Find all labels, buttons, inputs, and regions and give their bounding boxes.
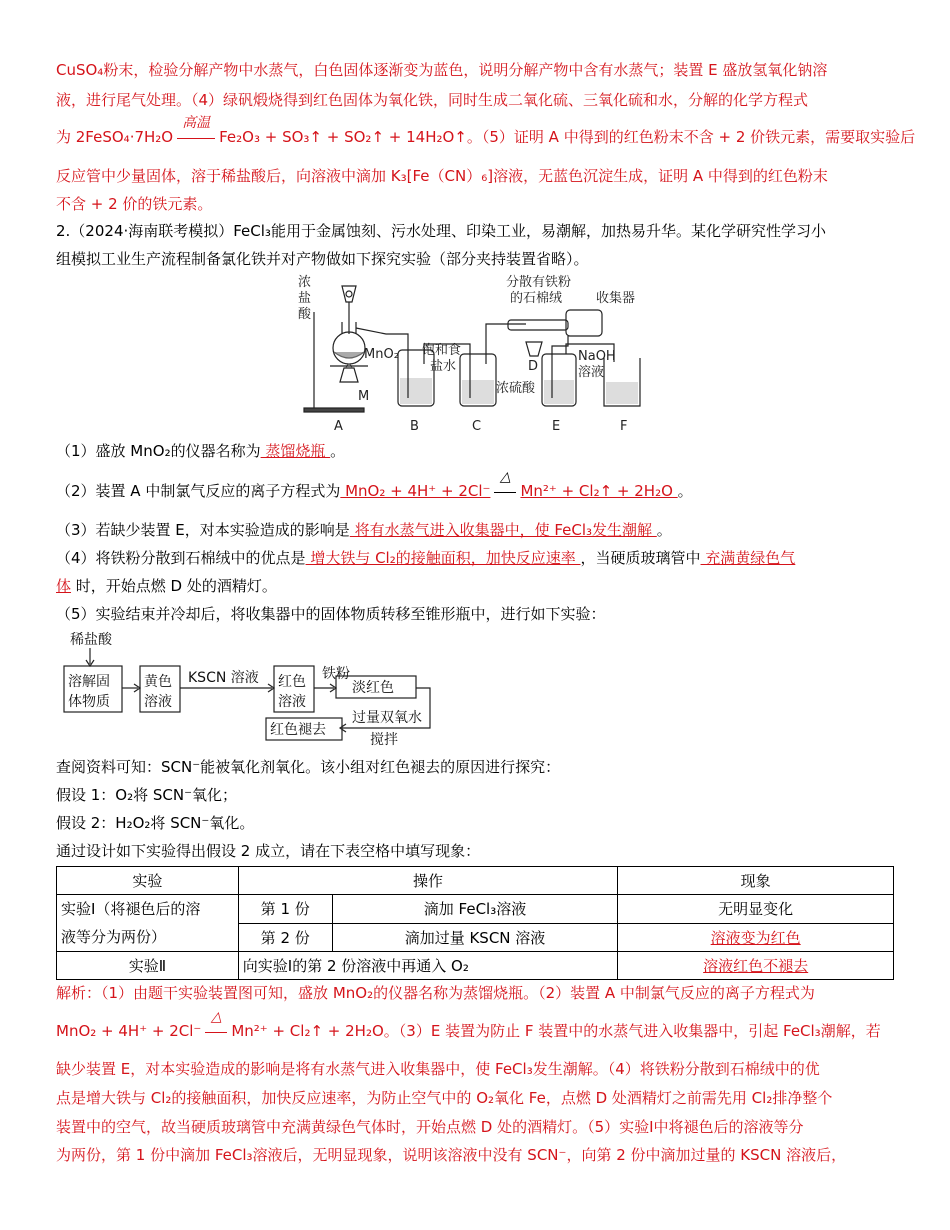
label-d: D: [528, 359, 539, 374]
analysis-line-4: 点是增大铁与 Cl₂的接触面积，加快反应速率，为防止空气中的 O₂氧化 Fe，点燃 D 处酒精灯之前需先用 Cl₂排净整个: [56, 1089, 833, 1107]
header-experiment: 实验: [57, 867, 239, 895]
answer-blank-1: 蒸馏烧瓶: [260, 442, 331, 460]
experiment-table: [56, 866, 894, 980]
label-f: F: [620, 419, 628, 434]
flow-hcl: 稀盐酸: [70, 632, 112, 648]
label-sat-brine-1: 饱和食: [422, 343, 462, 358]
prev-answer-line-1: CuSO₄粉末，检验分解产物中水蒸气，白色固体逐渐变为蓝色，说明分解产物中含有水蒸气；装置 E 盛放氢氧化钠溶: [56, 61, 828, 79]
label-e: E: [552, 419, 561, 434]
label-c: C: [472, 419, 482, 434]
sub-question-4: （4）将铁粉分散到石棉绒中的优点是 增大铁与 Cl₂的接触面积，加快反应速率 ，当硬质玻璃管中 充满黄绿色气: [56, 549, 796, 567]
label-naoh-1: NaOH: [578, 349, 616, 364]
hypothesis-2: 假设 2：H₂O₂将 SCN⁻氧化。: [56, 814, 255, 832]
flow-stir: 搅拌: [370, 732, 398, 748]
equation-reactant: 为 2FeSO₄·7H₂O: [56, 128, 174, 146]
label-conc-hcl-2: 盐: [298, 291, 312, 306]
answer-blank-4b-cont: 体: [56, 577, 72, 595]
flow-kscn: KSCN 溶液: [188, 670, 259, 686]
prev-answer-line-5: 不含 + 2 价的铁元素。: [56, 195, 213, 213]
prev-answer-line-4: 反应管中少量固体，溶于稀盐酸后，向溶液中滴加 K₃[Fe（CN）₆]溶液，无蓝色沉淀生成，证明 A 中得到的红色粉末: [56, 167, 828, 185]
flow-box2-1: 黄色: [144, 674, 172, 690]
analysis-line-5: 装置中的空气，故当硬质玻璃管中充满黄绿色气体时，开始点燃 D 处的酒精灯。（5）实验Ⅰ中将褪色后的溶液等分: [56, 1118, 804, 1136]
question-2-line-2: 组模拟工业生产流程制备氯化铁并对产物做如下探究实验（部分夹持装置省略）。: [56, 250, 589, 268]
answer-blank-4a: 增大铁与 Cl₂的接触面积，加快反应速率: [305, 549, 581, 567]
question-2-line-1: 2.（2024·海南联考模拟）FeCl₃能用于金属蚀刻、污水处理、印染工业，易潮解，加热易升华。某化学研究性学习小: [56, 222, 826, 240]
exp1-cell: 实验Ⅰ（将褪色后的溶 液等分为两份）: [57, 895, 239, 952]
sub-question-2: （2）装置 A 中制氯气反应的离子方程式为 MnO₂ + 4H⁺ + 2Cl⁻ △ Mn²⁺ + Cl₂↑ + 2H₂O 。: [56, 480, 693, 503]
analysis-line-2: MnO₂ + 4H⁺ + 2Cl⁻ △ Mn²⁺ + Cl₂↑ + 2H₂O。（3）E 装置为防止 F 装置中的水蒸气进入收集器中，引起 FeCl₃潮解，若: [56, 1020, 881, 1043]
table-row: 实验Ⅰ（将褪色后的溶 液等分为两份） 第 1 份 滴加 FeCl₃溶液 无明显变化: [57, 895, 894, 924]
label-iron-powder-2: 的石棉绒: [510, 291, 563, 306]
header-operation: 操作: [238, 867, 618, 895]
answer-blank-2b: Mn²⁺ + Cl₂↑ + 2H₂O: [520, 482, 678, 500]
header-phenomenon: 现象: [618, 867, 894, 895]
apparatus-diagram: [290, 272, 670, 440]
label-collector: 收集器: [596, 291, 636, 306]
label-mno2: MnO₂: [364, 347, 399, 362]
flow-box2-2: 溶液: [144, 694, 172, 710]
sub-question-3: （3）若缺少装置 E，对本实验造成的影响是 将有水蒸气进入收集器中，使 FeCl₃发生潮解 。: [56, 521, 672, 539]
flow-box3-2: 溶液: [278, 694, 306, 710]
hypothesis-intro: 查阅资料可知：SCN⁻能被氧化剂氧化。该小组对红色褪去的原因进行探究：: [56, 758, 561, 776]
label-conc-h2so4: 浓硫酸: [496, 381, 536, 396]
sub-question-1: （1）盛放 MnO₂的仪器名称为 蒸馏烧瓶 。: [56, 442, 346, 460]
table-row: 实验Ⅱ 向实验Ⅰ的第 2 份溶液中再通入 O₂ 溶液红色不褪去: [57, 952, 894, 980]
label-m: M: [358, 389, 370, 404]
flow-diagram: [60, 628, 460, 752]
flow-h2o2: 过量双氧水: [352, 710, 422, 726]
table-instruction: 通过设计如下实验得出假设 2 成立，请在下表空格中填写现象：: [56, 842, 481, 860]
analysis-line-3: 缺少装置 E，对本实验造成的影响是将有水蒸气进入收集器中，使 FeCl₃发生潮解。（4）将铁粉分散到石棉绒中的优: [56, 1060, 820, 1078]
hypothesis-1: 假设 1：O₂将 SCN⁻氧化；: [56, 786, 238, 804]
label-b: B: [410, 419, 419, 434]
answer-blank-3: 将有水蒸气进入收集器中，使 FeCl₃发生潮解: [349, 521, 657, 539]
condition-high-temp: 高温: [175, 127, 217, 149]
analysis-condition-heat: △: [203, 1021, 229, 1043]
flow-box1-1: 溶解固: [68, 674, 110, 690]
equation-products: Fe₂O₃ + SO₃↑ + SO₂↑ + 14H₂O↑。（5）证明 A 中得到的红色粉末不含 + 2 价铁元素，需要取实验后: [219, 128, 916, 146]
table-header-row: [57, 867, 894, 895]
analysis-line-1: 解析：（1）由题干实验装置图可知，盛放 MnO₂的仪器名称为蒸馏烧瓶。（2）装置 A 中制氯气反应的离子方程式为: [56, 984, 815, 1002]
label-sat-brine-2: 盐水: [430, 359, 457, 374]
flow-box1-2: 体物质: [68, 694, 110, 710]
sub-question-5: （5）实验结束并冷却后，将收集器中的固体物质转移至锥形瓶中，进行如下实验：: [56, 605, 606, 623]
analysis-line-6: 为两份，第 1 份中滴加 FeCl₃溶液后，无明显现象，说明该溶液中没有 SCN⁻，向第 2 份中滴加过量的 KSCN 溶液后，: [56, 1146, 847, 1164]
label-iron-powder-1: 分散有铁粉: [506, 275, 572, 290]
table-row: 第 2 份 滴加过量 KSCN 溶液 溶液变为红色: [57, 923, 894, 952]
answer-phenomenon-1: 溶液变为红色: [618, 923, 894, 952]
label-conc-hcl-3: 酸: [298, 307, 312, 322]
flow-box4: 淡红色: [352, 680, 394, 696]
flow-iron: 铁粉: [322, 666, 350, 682]
sub-question-4-cont: 体 时，开始点燃 D 处的酒精灯。: [56, 577, 277, 595]
condition-heat: △: [492, 481, 518, 503]
label-conc-hcl-1: 浓: [298, 275, 312, 290]
prev-answer-line-2: 液，进行尾气处理。（4）绿矾煅烧得到红色固体为氧化铁，同时生成二氧化硫、三氧化硫和水，分解的化学方程式: [56, 91, 809, 109]
flow-box3-1: 红色: [278, 674, 306, 690]
label-a: A: [334, 419, 343, 434]
answer-blank-4b: 充满黄绿色气: [700, 549, 796, 567]
label-naoh-2: 溶液: [578, 365, 605, 380]
answer-blank-2a: MnO₂ + 4H⁺ + 2Cl⁻: [340, 482, 491, 500]
answer-phenomenon-2: 溶液红色不褪去: [618, 952, 894, 980]
flow-box5: 红色褪去: [270, 722, 326, 738]
prev-answer-line-3: [56, 116, 916, 149]
